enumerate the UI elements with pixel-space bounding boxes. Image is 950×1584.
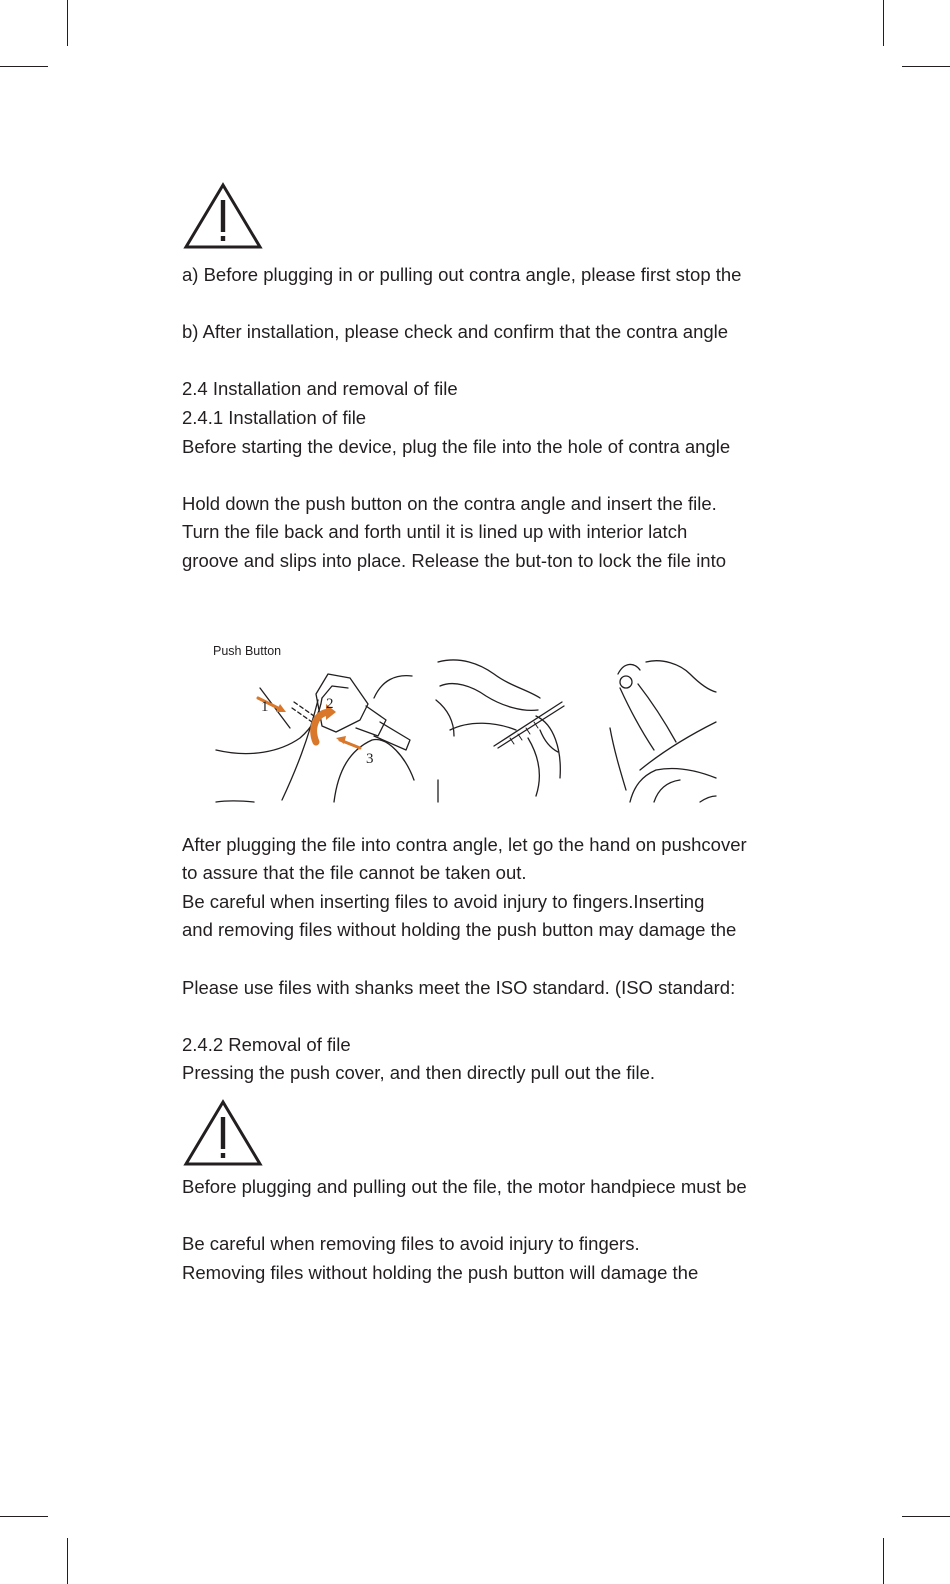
crop-mark xyxy=(883,1538,884,1584)
crop-mark xyxy=(0,1516,48,1517)
install-step-text: Turn the file back and forth until it is lined up with interior latch xyxy=(182,521,688,542)
section-heading: 2.4 Installation and removal of file xyxy=(182,378,458,399)
step-number-label: 1 xyxy=(261,699,269,715)
caution-text: Removing files without holding the push button will damage the xyxy=(182,1262,699,1283)
subsection-heading: 2.4.2 Removal of file xyxy=(182,1034,351,1055)
crop-mark xyxy=(902,1516,950,1517)
crop-mark xyxy=(67,1538,68,1584)
caution-text: Be careful when inserting files to avoid injury to fingers.Inserting xyxy=(182,891,705,912)
caution-text: and removing files without holding the push button may damage the xyxy=(182,919,737,940)
subsection-heading: 2.4.1 Installation of file xyxy=(182,407,367,428)
hand-pressing-head-panel xyxy=(610,661,716,802)
install-step-text: Hold down the push button on the contra angle and insert the file. xyxy=(182,493,717,514)
iso-standard-text: Please use files with shanks meet the ISO standard. (ISO standard: xyxy=(182,977,736,998)
after-plugging-text: After plugging the file into contra angle, let go the hand on pushcover xyxy=(182,834,747,855)
caution-text: Be careful when removing files to avoid injury to fingers. xyxy=(182,1233,640,1254)
warning-note-a: a) Before plugging in or pulling out contra angle, please first stop the xyxy=(182,264,742,285)
crop-mark xyxy=(0,66,48,67)
step-number-label: 3 xyxy=(366,751,374,767)
crop-mark xyxy=(883,0,884,46)
fingers-holding-file-panel xyxy=(436,660,564,802)
warning-note: Before plugging and pulling out the file, the motor handpiece must be xyxy=(182,1176,747,1197)
direction-arrows xyxy=(258,698,360,748)
install-intro-text: Before starting the device, plug the file into the hole of contra angle xyxy=(182,436,731,457)
push-button-label: Push Button xyxy=(213,644,282,658)
after-plugging-text: to assure that the file cannot be taken out. xyxy=(182,862,527,883)
crop-mark xyxy=(67,0,68,46)
warning-triangle-icon xyxy=(183,182,263,250)
warning-note-b: b) After installation, please check and confirm that the contra angle xyxy=(182,321,729,342)
crop-mark xyxy=(902,66,950,67)
file-installation-illustration xyxy=(210,640,722,816)
removal-text: Pressing the push cover, and then directly pull out the file. xyxy=(182,1062,656,1083)
warning-triangle-icon xyxy=(183,1099,263,1167)
step-number-label: 2 xyxy=(326,696,334,712)
install-step-text: groove and slips into place. Release the but-ton to lock the file into xyxy=(182,550,727,571)
